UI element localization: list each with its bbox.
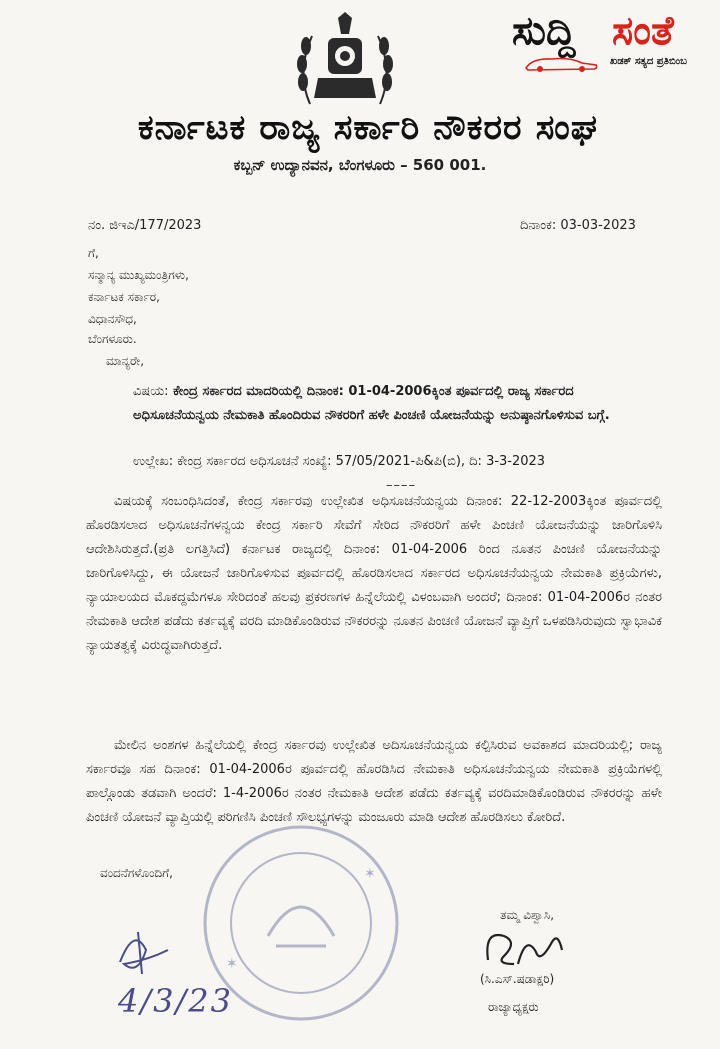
car-icon [522,54,602,72]
reference-label: ಉಲ್ಲೇಖ: [133,454,174,469]
recipient-line: ವಿಧಾನಸೌಧ, [88,312,137,326]
recipient-line: ಕರ್ನಾಟಕ ಸರ್ಕಾರ, [88,290,160,304]
yours-faithfully: ತಮ್ಮ ವಿಶ್ವಾಸಿ, [500,908,555,922]
body-paragraph-2: ಮೇಲಿನ ಅಂಶಗಳ ಹಿನ್ನೆಲೆಯಲ್ಲಿ ಕೇಂದ್ರ ಸರ್ಕಾರವು ಉಲ್ಲೇಖಿತ ಅದಿಸೂಚನೆಯನ್ವಯ ಕಲ್ಪಿಸಿರುವ ಅವಕಾಶದ ಮಾದರಿಯಲ್ಲಿ; ರಾಜ್ಯ ಸರ್ಕಾರವೂ ಸಹ ದಿನಾಂಕ: 01-04-2006ರ ಪೂರ್ವದಲ್ಲಿ ಹೊರಡಿಸಿದ ನೇಮಕಾತಿ ಅಧಿಸೂಚನೆಯನ್ವಯ ನೇಮಕಾತಿ ಪ್ರಕ್ರಿಯೆಗಳಲ್ಲಿ ಪಾಲ್ಗೊಂಡು ತಡವಾಗಿ ಅಂದರೆ: 1-4-2006ರ ನಂತರ ನೇಮಕಾತಿ ಆದೇಶ ಪಡೆದು ಕರ್ತವ್ಯಕ್ಕೆ ವರದಿಮಾಡಿಕೊಂಡಿರುವ ನೌಕರರನ್ನು ಹಳೇ ಪಿಂಚಣಿ ಯೋಜನೆ ವ್ಯಾಪ್ತಿಯಲ್ಲಿ ಪರಿಗಣಿಸಿ ಪಿಂಚಣಿ ಸೌಲಭ್ಯಗಳನ್ನು ಮಂಜೂರು ಮಾಡಿ ಆದೇಶ ಹೊರಡಿಸಲು ಕೋರಿದೆ. [86,738,662,825]
letter-date: ದಿನಾಂಕ: 03-03-2023 [520,218,636,233]
svg-text:✶: ✶ [226,956,238,972]
organization-name: ಕರ್ನಾಟಕ ರಾಜ್ಯ ಸರ್ಕಾರಿ ನೌಕರರ ಸಂಘ [137,108,599,148]
signer-title: ರಾಜ್ಯಾಧ್ಯಕ್ಷರು [488,1000,539,1014]
reference-number: ನಂ. ಜಿಇಎ/177/2023 [88,218,202,233]
reference-text: ಕೇಂದ್ರ ಸರ್ಕಾರದ ಅಧಿಸೂಚನೆ ಸಂಖ್ಯೆ: 57/05/2021-ಪಿ&ಪಿ(ಬಿ), ದಿ: 3-3-2023 [177,454,546,469]
recipient-line: ಬೆಂಗಳೂರು. [88,332,137,346]
handwritten-date: 4/3/23 [118,982,233,1020]
divider: –––– [386,478,416,493]
subject-text: ಕೇಂದ್ರ ಸರ್ಕಾರದ ಮಾದರಿಯಲ್ಲಿ ದಿನಾಂಕ: 01-04-2006ಕ್ಕಿಂತ ಪೂರ್ವದಲ್ಲಿ ರಾಜ್ಯ ಸರ್ಕಾರದ ಅಧಿಸೂಚನೆಯನ್ವಯ ನೇಮಕಾತಿ ಹೊಂದಿರುವ ನೌಕರರಿಗೆ ಹಳೇ ಪಿಂಚಣಿ ಯೋಜನೆಯನ್ನು ಅನುಷ್ಠಾನಗೊಳಿಸುವ ಬಗ್ಗೆ. [133,384,610,423]
brand-tagline: ಖಡಕ್ ಸತ್ಯದ ಪ್ರತಿಬಿಂಬ [610,56,687,67]
subject-line [133,380,638,428]
brand-word-2: ಸಂತೆ [612,8,674,54]
brand-watermark [512,6,712,76]
recipient-to: ಗೆ, [88,246,99,260]
organization-address: ಕಬ್ಬನ್ ಉದ್ಯಾನವನ, ಬೆಂಗಳೂರು – 560 001. [233,156,487,174]
recipient-line: ಸನ್ಮಾನ್ಯ ಮುಖ್ಯಮಂತ್ರಿಗಳು, [88,268,189,282]
state-emblem-icon [290,12,400,112]
brand-word-1: ಸುದ್ದಿ [512,8,576,54]
body-paragraph-1: ವಿಷಯಕ್ಕೆ ಸಂಬಂಧಿಸಿದಂತೆ, ಕೇಂದ್ರ ಸರ್ಕಾರವು ಉಲ್ಲೇಖಿತ ಅಧಿಸೂಚನೆಯನ್ವಯ ದಿನಾಂಕ: 22-12-2003ಕ್ಕಿಂತ ಪೂರ್ವದಲ್ಲಿ ಹೊರಡಿಸಲಾದ ಅಧಿಸೂಚನೆಗಳನ್ವಯ ಕೇಂದ್ರ ಸರ್ಕಾರಿ ಸೇವೆಗೆ ಸೇರಿದ ನೌಕರರಿಗೆ ಹಳೇ ಪಿಂಚಣಿ ಯೋಜನೆಯನ್ನು ಜಾರಿಗೊಳಿಸಿ ಆದೇಶಿಸಿರುತ್ತದೆ.(ಪ್ರತಿ ಲಗತ್ತಿಸಿದೆ) ಕರ್ನಾಟಕ ರಾಜ್ಯದಲ್ಲಿ ದಿನಾಂಕ: 01-04-2006 ರಿಂದ ನೂತನ ಪಿಂಚಣಿ ಯೋಜನೆಯನ್ನು ಜಾರಿಗೊಳಿಸಿದ್ದು, ಈ ಯೋಜನೆ ಜಾರಿಗೊಳಿಸುವ ಪೂರ್ವದಲ್ಲಿ ಹೊರಡಿಸಲಾದ ಸರ್ಕಾರದ ಅಧಿಸೂಚನೆಯನ್ವಯ ನೇಮಕಾತಿ ಪ್ರಕ್ರಿಯೆಗಳು, ನ್ಯಾಯಾಲಯದ ಮೊಕದ್ದಮೆಗಳೂ ಸೇರಿದಂತೆ ಹಲವು ಪ್ರಕರಣಗಳ ಹಿನ್ನೆಲೆಯಲ್ಲಿ ವಿಳಂಬವಾಗಿ ಅಂದರೆ; ದಿನಾಂಕ: 01-04-2006ರ ನಂತರ ನೇಮಕಾತಿ ಆದೇಶ ಪಡೆದು ಕರ್ತವ್ಯಕ್ಕೆ ವರದಿ ಮಾಡಿಕೊಂಡಿರುವ ನೌಕರರನ್ನು ನೂತನ ಪಿಂಚಣಿ ಯೋಜನೆ ವ್ಯಾಪ್ತಿಗೆ ಒಳಪಡಿಸಿರುವುದು ಸ್ವಾಭಾವಿಕ ನ್ಯಾಯತತ್ವಕ್ಕೆ ವಿರುದ್ಧವಾಗಿರುತ್ತದೆ. [86,494,662,653]
reference-line [133,452,663,472]
svg-text:✶: ✶ [364,866,376,882]
signer-name: (ಸಿ.ಎಸ್.ಷಡಾಕ್ಷರಿ) [480,972,555,986]
closing: ವಂದನೆಗಳೊಂದಿಗೆ, [100,866,173,880]
handwritten-signature-right-icon [474,920,574,976]
subject-label: ವಿಷಯ: [133,384,169,399]
salutation: ಮಾನ್ಯರೇ, [106,354,145,368]
